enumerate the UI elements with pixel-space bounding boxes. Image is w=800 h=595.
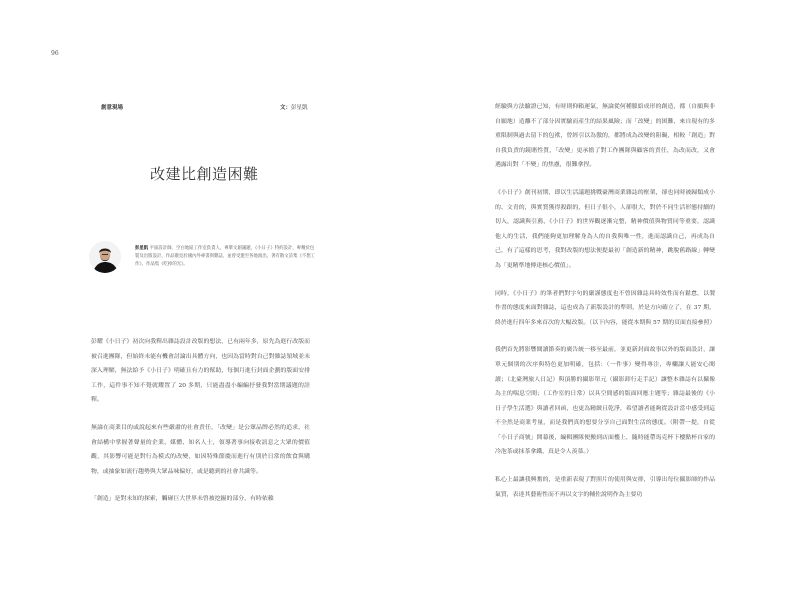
bio-name: 彭星凱	[135, 246, 149, 251]
paragraph: 同時，《小日子》的筆者們對字句的嚴謹態度也不曾因雜誌具時效性而有鬆怠，以製作書的態度來面對雜誌，這也成為了新版設計的準則，於是方向確立了，在 37 期，終於進行四年多來首次的大幅改版。（以下內容，能從本期與 57 期的頁面直接參照）	[495, 290, 716, 326]
paragraph: 無論在商業目的或說起來有些嚴肅的社會責任，「改變」是公眾品牌必然的追求，社會結構中掌握著聲量的企業、媒體、知名人士，領導著事向接收訊息之大眾的價值觀，其影響可能是對行為模式的改變，如因特殊節慶而進行有別於日常的飲食與購物，或抽象如流行趨勢與大眾品味偏好，或是聽到的社會共識等。	[91, 424, 310, 475]
paragraph: 「創造」是對未知的探索，觸碰巨大世界未曾被挖掘的部分，有時依賴	[91, 496, 274, 503]
paragraph: 我們首先將影響閱讀節奏的廣告統一移至最前，並更新封面故事以外的版面設計，讓單元個別的次序與特色更加明確，包括：（一件事）變得專注，專欄讓人能安心閱讀；（北臺灣旅人日記）與頂勝的攝影單元（攝影卸行走手記）讓整本雜誌有以攝像為主的喘息空間；（工作室的日常）以具空間感的版面回應主題等；雜誌最後的《小日子學生活選》與讀者回函，也更為精緻且乾淨，希望讀者能夠從設計當中感受到這不全然是商業考量，而是我們真的想要分享自己面對生活的態度。（附帶一提，自從「小日子商號」開幕後，編輯團隊便搬到店面樓上，隨時能帶馬克杯下樓點杯自家的冷泡茶或抹茶拿鐵，真是令人羨慕。）	[495, 347, 715, 456]
bio-text: 平面設計師，空白地區工作室負責人，專擘文創議題，《小日子》特約設計，專精於包裝及出版設計，作品散見於國內外專書與雜誌，並曾受邀至各地演出，著有散文詩集《不想工作》、作品集《吃掉的光》。	[135, 246, 316, 267]
paragraph: 私心上最讓我興奮的，是重新表現了對照片的使用與安排，引導出每位攝影師的作品氣質，表達其藝術性而不再以文字的輔佐說明作為主要功	[495, 477, 715, 498]
paragraph: 經驗與方法驗證已知，有時則仰賴運氣，無論從何種脈絡成形的創造，都（自願與非自願地）造離不了部分因實驗而產生的結果風險；而「改變」的困難，來自現有的多重限制與過去留下的包袱，曾經引以為傲的，都將成為改變的阻礙，相較「創造」對自我負責的鏡賭性質，「改變」更承擔了對工作團隊與顧客的責任，為改而改，又會遇露出對「不變」的焦慮，很難拿捏。	[495, 104, 715, 169]
left-column	[91, 335, 310, 520]
article-title: 改建比創造困難	[150, 165, 259, 183]
byline-prefix: 文：	[280, 105, 292, 111]
paragraph: 彭耀《小日子》初次向我釋出雜誌設計改版的想法，已有兩年多，原先為進行改版而被召進團隊，但始終未能有機會討論出具體方向，也因為當時對自己對雜誌領域並未深入理解，無法給予《小日子》明確且有力的幫助，每個月進行封面企劃的版面安排工作，這件事不知不覺就耀置了 20 多期，只能盡盡小編編抒發我對當期議題的詮釋。	[91, 339, 310, 404]
paragraph: 《小日子》創刊初期，即以生活議題挑戰臺灣商業雜誌的框架，卻也同時被歸類成小的、文青的，與實質獲得殺跟的，但日子很小，人卻很大，對於不同生活形態持續的切入，認識與引薦，《小日子》的世界觀逐漸完整，精神價值與物質同等重要，認識他人的生活，我們能夠更加理解身為人的自我與唯一性，進而認識自己，再成為自己，有了這樣的思考，我對改版的想法便提最初「創造新的精神，跳脫舊路線」轉變為「更精準地傳達核心價值」。	[495, 189, 715, 269]
byline	[280, 103, 308, 111]
right-column	[495, 100, 715, 515]
author-portrait-icon	[89, 241, 121, 273]
author-avatar	[89, 241, 121, 273]
author-bio	[135, 245, 316, 269]
page-number: 96	[51, 50, 59, 57]
byline-author: 彭星凱	[291, 105, 308, 111]
section-label: 創意現場	[101, 105, 124, 111]
